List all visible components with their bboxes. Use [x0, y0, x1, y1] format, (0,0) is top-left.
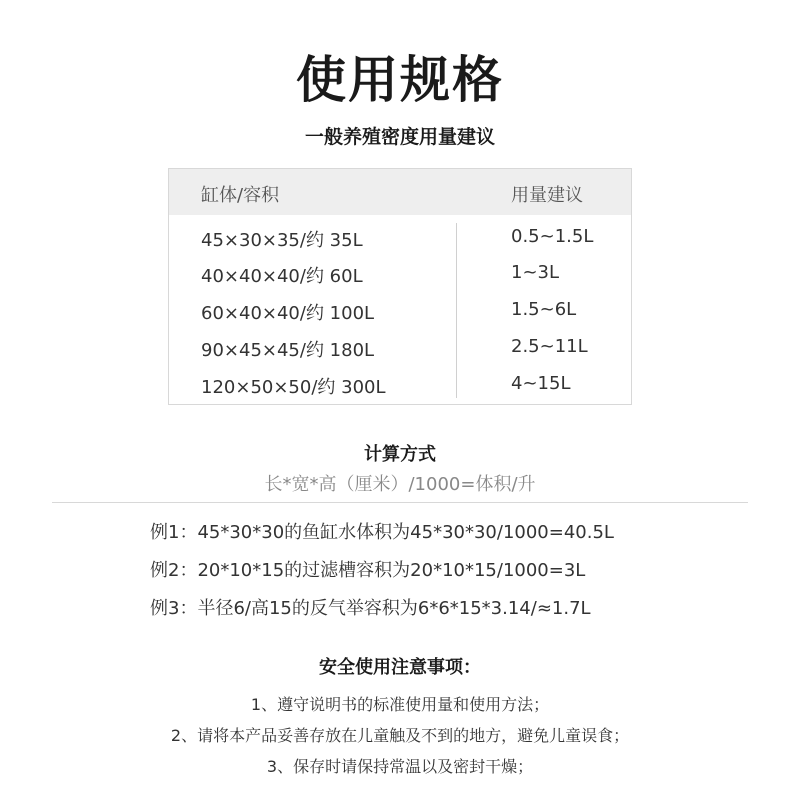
table-header	[169, 169, 631, 215]
table-row	[169, 369, 631, 399]
table-row	[169, 222, 631, 252]
calculation-formula: 长*宽*高（厘米）/1000=体积/升	[264, 474, 536, 495]
table-row	[169, 295, 631, 325]
safety-note: 3、保存时请保持常温以及密封干燥；	[266, 757, 534, 776]
page-subtitle: 一般养殖密度用量建议	[304, 126, 495, 148]
safety-note: 1、遵守说明书的标准使用量和使用方法；	[250, 695, 550, 714]
cell-tank: 40×40×40/约 60L	[201, 266, 363, 287]
example-line: 例3：半径6/高15的反气举容积为6*6*15*3.14/≈1.7L	[150, 598, 591, 619]
cell-tank: 45×30×35/约 35L	[201, 230, 363, 251]
cell-dosage: 1.5~6L	[511, 299, 577, 320]
table-row	[169, 332, 631, 362]
cell-dosage: 2.5~11L	[511, 336, 588, 357]
cell-dosage: 1~3L	[511, 262, 560, 283]
example-line: 例2：20*10*15的过滤槽容积为20*10*15/1000=3L	[150, 560, 586, 581]
calculation-title: 计算方式	[364, 444, 436, 465]
cell-dosage: 0.5~1.5L	[511, 226, 594, 247]
section-divider	[52, 502, 748, 503]
example-line: 例1：45*30*30的鱼缸水体积为45*30*30/1000=40.5L	[150, 522, 614, 543]
cell-dosage: 4~15L	[511, 373, 571, 394]
safety-title: 安全使用注意事项：	[319, 657, 481, 678]
cell-tank: 90×45×45/约 180L	[201, 340, 375, 361]
header-tank-volume: 缸体/容积	[201, 185, 280, 206]
table-row	[169, 258, 631, 288]
dosage-table	[168, 168, 632, 405]
cell-tank: 120×50×50/约 300L	[201, 377, 386, 398]
cell-tank: 60×40×40/约 100L	[201, 303, 375, 324]
page-title: 使用规格	[296, 51, 504, 109]
header-dosage: 用量建议	[511, 185, 583, 206]
safety-note: 2、请将本产品妥善存放在儿童触及不到的地方，避免儿童误食；	[170, 726, 630, 745]
